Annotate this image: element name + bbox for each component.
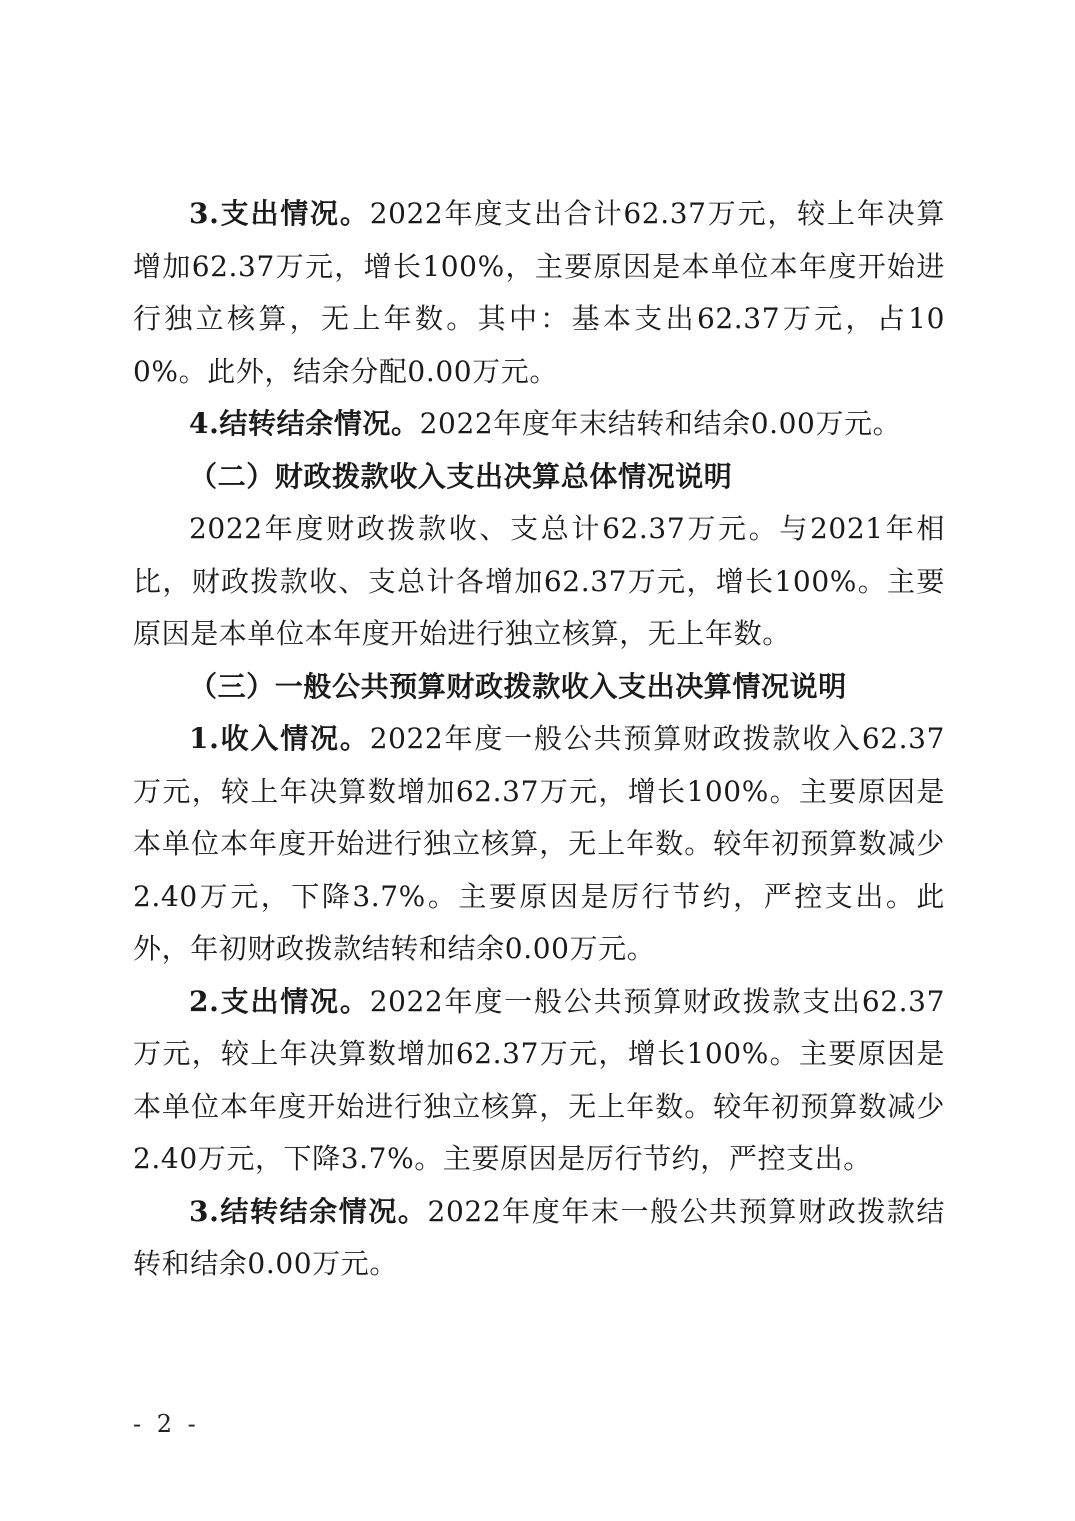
paragraph-lead: 2.支出情况。 (189, 984, 370, 1018)
paragraph-text: 2022年度年末一般公共预算财政拨款结转和结余0.00万元。 (133, 1194, 945, 1280)
paragraph-text: 2022年度年末结转和结余0.00万元。 (419, 407, 902, 440)
document-body (133, 188, 945, 1291)
page-number: - 2 - (133, 1410, 200, 1438)
paragraph-lead: 4.结转结余情况。 (189, 407, 420, 440)
paragraph-fiscal-overall: 2022年度财政拨款收、支总计62.37万元。与2021年相比，财政拨款收、支总计各增加62.37万元，增长100%。主要原因是本单位本年度开始进行独立核算，无上年数。 (133, 512, 945, 650)
paragraph-text: 2022年度支出合计62.37万元，较上年决算增加62.37万元，增长100%，主要原因是本单位本年度开始进行独立核算，无上年数。其中：基本支出62.37万元，占100%。此外，结余分配0.00万元。 (133, 197, 946, 388)
paragraph-lead: 3.结转结余情况。 (189, 1194, 428, 1228)
paragraph-text: 2022年度一般公共预算财政拨款收入62.37万元，较上年决算数增加62.37万元，增长100%。主要原因是本单位本年度开始进行独立核算，无上年数。较年初预算数减少2.40万元，下降3.7%。主要原因是厉行节约，严控支出。此外，年初财政拨款结转和结余0.00万元。 (133, 722, 946, 965)
paragraph-general-income (133, 713, 945, 976)
section-heading-fiscal-overall: （二）财政拨款收入支出决算总体情况说明 (189, 459, 733, 493)
paragraph-general-expenditure (133, 976, 945, 1186)
paragraph-carryover (133, 398, 945, 451)
paragraph-general-carryover (133, 1186, 945, 1291)
paragraph-lead: 1.收入情况。 (189, 722, 370, 755)
paragraph-expenditure (133, 188, 945, 398)
section-heading-general-budget: （三）一般公共预算财政拨款收入支出决算情况说明 (189, 669, 847, 703)
paragraph-lead: 3.支出情况。 (189, 197, 370, 230)
paragraph-text: 2022年度一般公共预算财政拨款支出62.37万元，较上年决算数增加62.37万元，增长100%。主要原因是本单位本年度开始进行独立核算，无上年数。较年初预算数减少2.40万元，下降3.7%。主要原因是厉行节约，严控支出。 (133, 984, 946, 1175)
